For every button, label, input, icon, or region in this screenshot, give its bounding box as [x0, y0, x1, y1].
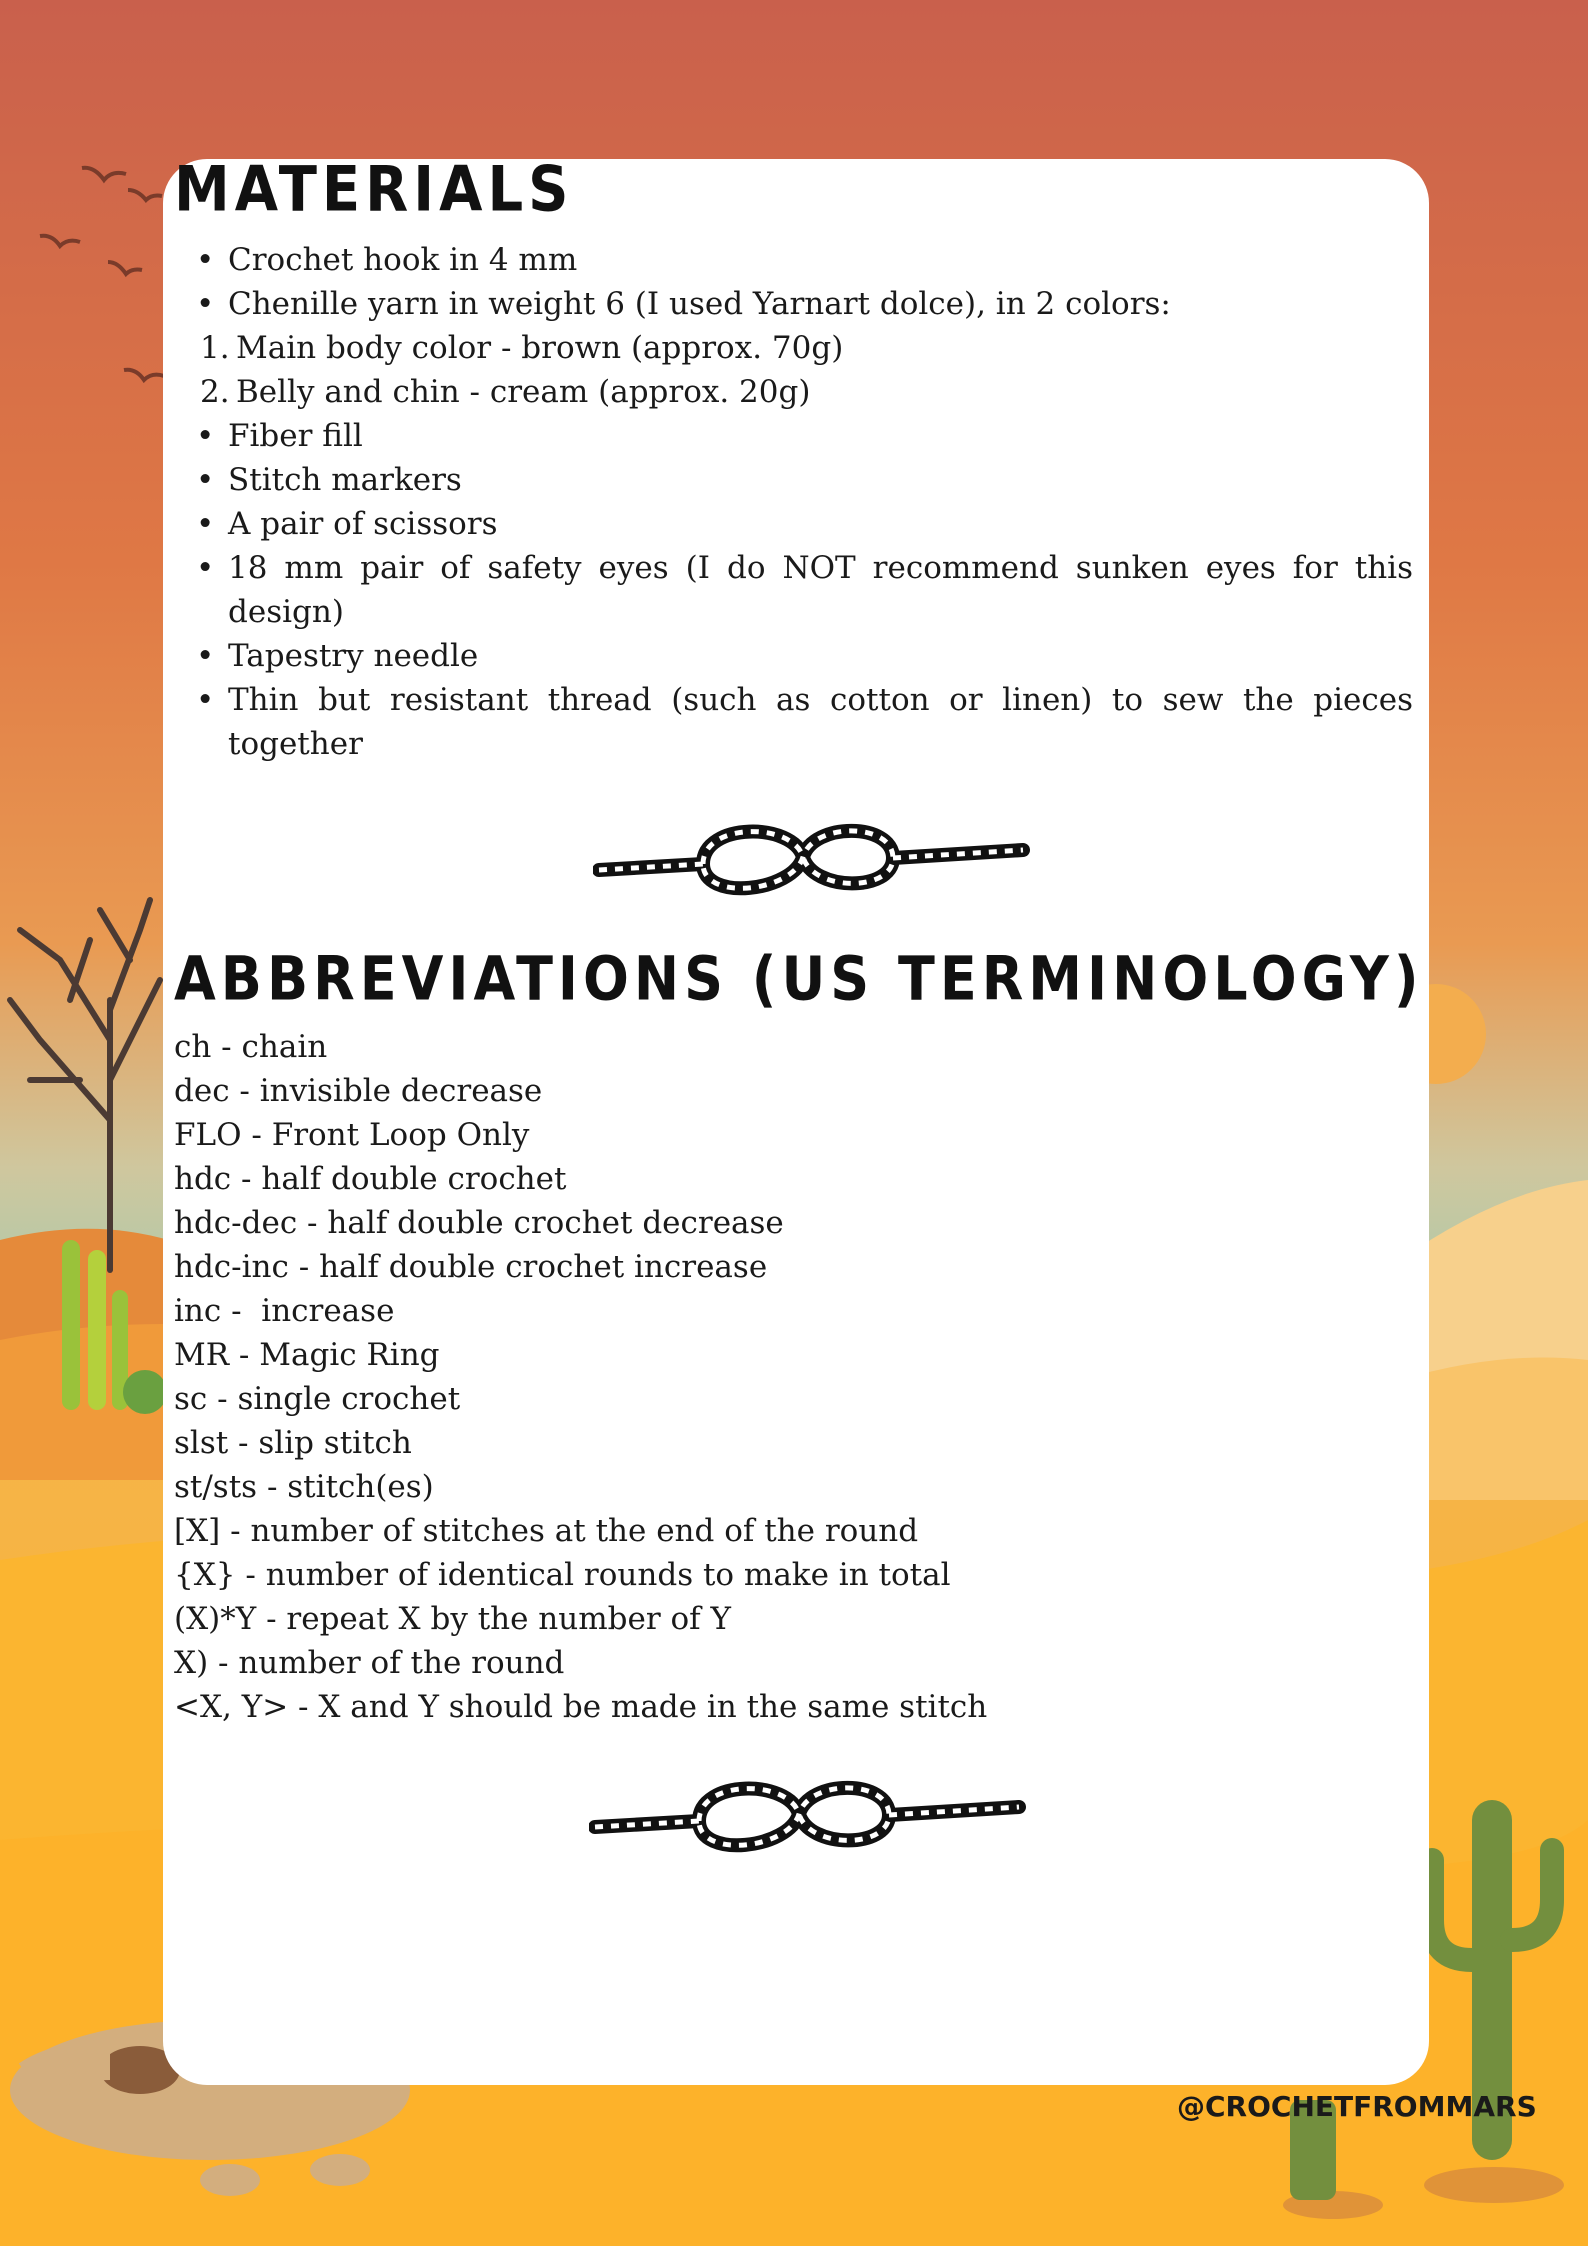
list-item: hdc - half double crochet: [174, 1161, 567, 1197]
list-item: sc - single crochet: [174, 1381, 461, 1417]
list-item: hdc-inc - half double crochet increase: [174, 1249, 768, 1285]
list-item: 2. Belly and chin - cream (approx. 20g): [200, 374, 811, 410]
content-card: [163, 153, 1429, 2085]
list-item: • Fiber fill: [174, 414, 1413, 458]
list-item: • 18 mm pair of safety eyes (I do NOT recommend sunken eyes for this design): [174, 546, 1413, 634]
list-item: • Crochet hook in 4 mm: [174, 238, 1413, 282]
list-item: • Stitch markers: [174, 458, 1413, 502]
abbreviations-list: [174, 1025, 1374, 1729]
social-handle: @CROCHETFROMMARS: [1177, 2090, 1537, 2123]
rope-knot-divider-icon: [589, 1759, 1029, 1869]
list-item: {X} - number of identical rounds to make in total: [174, 1557, 951, 1593]
list-item: • Tapestry needle: [174, 634, 1413, 678]
list-item: hdc-dec - half double crochet decrease: [174, 1205, 784, 1241]
rope-knot-divider-icon: [593, 802, 1033, 912]
abbreviations-heading: ABBREVIATIONS (US TERMINOLOGY): [174, 943, 1424, 1014]
list-item: <X, Y> - X and Y should be made in the same stitch: [174, 1689, 988, 1725]
list-item: • A pair of scissors: [174, 502, 1413, 546]
list-item: dec - invisible decrease: [174, 1073, 543, 1109]
list-item: MR - Magic Ring: [174, 1337, 440, 1373]
list-item: 1. Main body color - brown (approx. 70g): [200, 330, 844, 366]
list-item: • Chenille yarn in weight 6 (I used Yarnart dolce), in 2 colors:: [174, 282, 1413, 326]
list-item: st/sts - stitch(es): [174, 1469, 434, 1505]
materials-heading: MATERIALS: [174, 153, 574, 227]
materials-list: [174, 238, 1413, 766]
list-item: [X] - number of stitches at the end of the round: [174, 1513, 919, 1549]
list-item: ch - chain: [174, 1029, 328, 1065]
list-item: FLO - Front Loop Only: [174, 1117, 530, 1153]
list-item: (X)*Y - repeat X by the number of Y: [174, 1601, 731, 1637]
list-item: X) - number of the round: [174, 1645, 565, 1681]
list-item: slst - slip stitch: [174, 1425, 412, 1461]
list-item: • Thin but resistant thread (such as cotton or linen) to sew the pieces together: [174, 678, 1413, 766]
list-item: inc - increase: [174, 1293, 395, 1329]
